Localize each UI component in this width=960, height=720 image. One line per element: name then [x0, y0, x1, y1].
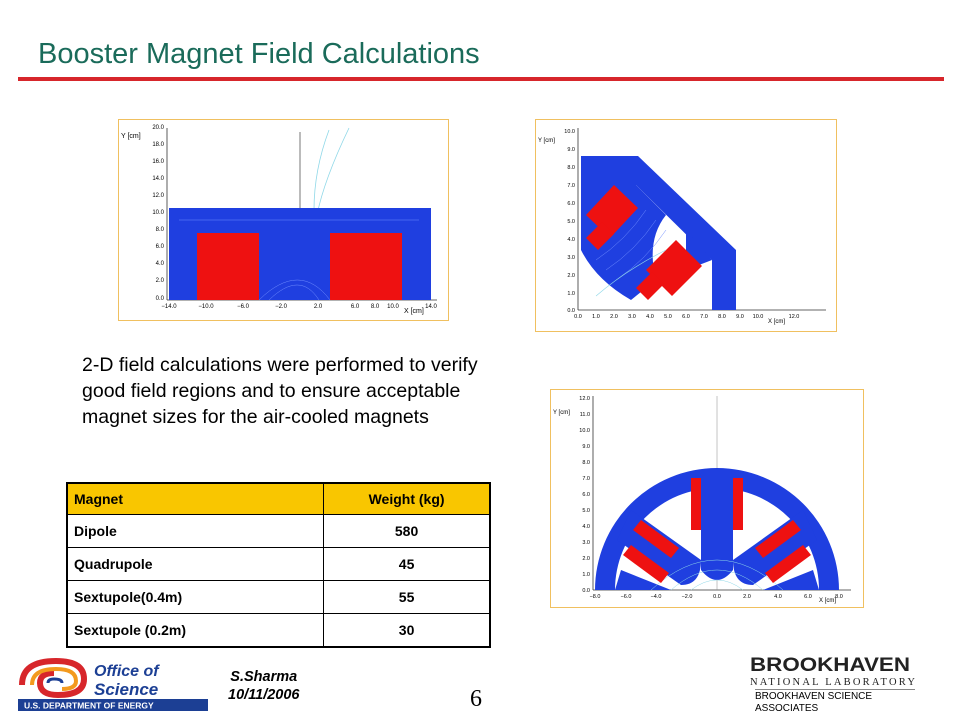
column-header-weight: Weight (kg) — [324, 483, 490, 515]
dipole-ytick: 2.0 — [155, 278, 164, 284]
dipole-xtick: 8.0 — [370, 304, 380, 310]
sext-ytick: 0.0 — [582, 588, 590, 594]
presentation-date: 10/11/2006 — [228, 687, 300, 703]
dipole-field-plot — [118, 119, 449, 321]
sext-ytick: 2.0 — [582, 556, 590, 562]
bsa-line2: ASSOCIATES — [755, 703, 819, 714]
dipole-ytick: 8.0 — [155, 227, 164, 233]
page-number: 6 — [470, 686, 482, 712]
magnet-name-cell: Sextupole(0.4m) — [67, 581, 324, 614]
sext-xtick: 8.0 — [835, 594, 843, 600]
dipole-xtick: −2.0 — [275, 304, 287, 310]
slide-title: Booster Magnet Field Calculations — [38, 38, 480, 70]
quad-xtick: 8.0 — [718, 314, 726, 320]
dipole-x-label: X [cm] — [404, 308, 424, 315]
quad-ytick: 8.0 — [567, 165, 575, 171]
sext-ytick: 12.0 — [579, 396, 590, 402]
quad-xtick: 7.0 — [700, 314, 708, 320]
quad-xtick: 0.0 — [574, 314, 582, 320]
quad-ytick: 5.0 — [567, 219, 575, 225]
sext-xtick: 0.0 — [713, 594, 721, 600]
dipole-ytick: 10.0 — [152, 210, 164, 216]
quad-ytick: 2.0 — [567, 273, 575, 279]
sext-ytick: 6.0 — [582, 492, 590, 498]
sext-xtick: 2.0 — [743, 594, 751, 600]
quad-ytick: 6.0 — [567, 201, 575, 207]
column-header-magnet: Magnet — [67, 483, 324, 515]
dipole-ytick: 14.0 — [152, 176, 164, 182]
weight-cell: 30 — [324, 614, 490, 648]
dipole-ytick: 6.0 — [155, 244, 164, 250]
magnet-name-cell: Dipole — [67, 515, 324, 548]
sext-ytick: 8.0 — [582, 460, 590, 466]
sext-ytick: 1.0 — [582, 572, 590, 578]
quad-ytick: 3.0 — [567, 255, 575, 261]
sext-xtick: −6.0 — [620, 594, 632, 600]
quad-ytick: 1.0 — [567, 291, 575, 297]
dipole-xtick: 2.0 — [313, 304, 323, 310]
quad-xtick: 1.0 — [592, 314, 600, 320]
dipole-xtick: 6.0 — [350, 304, 360, 310]
weight-cell: 580 — [324, 515, 490, 548]
author-name: S.Sharma — [230, 669, 298, 685]
sext-x-label: X [cm] — [819, 598, 837, 604]
quad-xtick: 9.0 — [736, 314, 744, 320]
sext-ytick: 5.0 — [582, 508, 590, 514]
quad-xtick: 2.0 — [610, 314, 618, 320]
dipole-xtick: −6.0 — [237, 304, 249, 310]
brookhaven-logo — [748, 652, 918, 693]
dipole-ytick: 20.0 — [152, 125, 164, 131]
sext-xtick: −4.0 — [650, 594, 662, 600]
bnl-wordmark: BROOKHAVEN — [750, 655, 910, 676]
dipole-ytick: 4.0 — [155, 261, 164, 267]
sext-ytick: 11.0 — [579, 412, 590, 418]
title-rule — [18, 77, 944, 81]
sextupole-field-plot — [550, 389, 864, 608]
sext-ytick: 10.0 — [579, 428, 590, 434]
sext-ytick: 9.0 — [582, 444, 590, 450]
doe-office-of-science-logo — [18, 655, 208, 716]
table-header-row — [67, 483, 490, 515]
sext-xtick: −8.0 — [589, 594, 601, 600]
quad-ytick: 10.0 — [564, 129, 575, 135]
quad-xtick: 3.0 — [628, 314, 636, 320]
table-row — [67, 614, 490, 648]
doe-science: Science — [94, 680, 159, 699]
doe-department: U.S. DEPARTMENT OF ENERGY — [24, 700, 154, 711]
quad-ytick: 9.0 — [567, 147, 575, 153]
quad-xtick: 12.0 — [788, 314, 800, 320]
magnet-name-cell: Quadrupole — [67, 548, 324, 581]
quad-xtick: 6.0 — [682, 314, 690, 320]
sext-xtick: 6.0 — [804, 594, 812, 600]
sext-ytick: 4.0 — [582, 524, 590, 530]
sext-xtick: −2.0 — [681, 594, 693, 600]
quad-ytick: 7.0 — [567, 183, 575, 189]
magnet-weight-table — [66, 482, 491, 648]
doe-swirl-icon — [22, 661, 84, 695]
dipole-xtick: 14.0 — [425, 304, 437, 310]
table-row — [67, 581, 490, 614]
sext-y-label: Y [cm] — [553, 410, 570, 416]
sext-xtick: 4.0 — [774, 594, 782, 600]
quad-ytick: 0.0 — [567, 308, 575, 314]
dipole-y-label: Y [cm] — [121, 133, 141, 140]
dipole-xtick: 10.0 — [387, 304, 399, 310]
quad-x-label: X [cm] — [768, 319, 786, 325]
sext-ytick: 7.0 — [582, 476, 590, 482]
weight-cell: 45 — [324, 548, 490, 581]
weight-cell: 55 — [324, 581, 490, 614]
brookhaven-science-associates — [755, 689, 915, 715]
dipole-xtick: −14.0 — [161, 304, 177, 310]
magnet-name-cell: Sextupole (0.2m) — [67, 614, 324, 648]
table-row — [67, 515, 490, 548]
quad-ytick: 4.0 — [567, 237, 575, 243]
dipole-ytick: 16.0 — [152, 159, 164, 165]
body-paragraph: 2-D field calculations were performed to verify good field regions and to ensure acceptable magnet sizes for the air-cooled magnets — [82, 354, 478, 428]
table-row — [67, 548, 490, 581]
dipole-ytick: 12.0 — [152, 193, 164, 199]
dipole-ytick: 0.0 — [155, 296, 164, 302]
bnl-national-laboratory: NATIONAL LABORATORY — [750, 677, 915, 688]
dipole-ytick: 18.0 — [152, 142, 164, 148]
quadrupole-field-plot — [535, 119, 837, 332]
author-block — [228, 668, 300, 704]
sext-ytick: 3.0 — [582, 540, 590, 546]
quad-xtick: 5.0 — [664, 314, 672, 320]
quad-y-label: Y [cm] — [538, 138, 555, 144]
dipole-xtick: −10.0 — [198, 304, 214, 310]
doe-office-of: Office of — [94, 663, 159, 680]
quad-xtick: 4.0 — [646, 314, 654, 320]
quad-xtick: 10.0 — [752, 314, 764, 320]
bsa-line1: BROOKHAVEN SCIENCE — [755, 691, 873, 702]
